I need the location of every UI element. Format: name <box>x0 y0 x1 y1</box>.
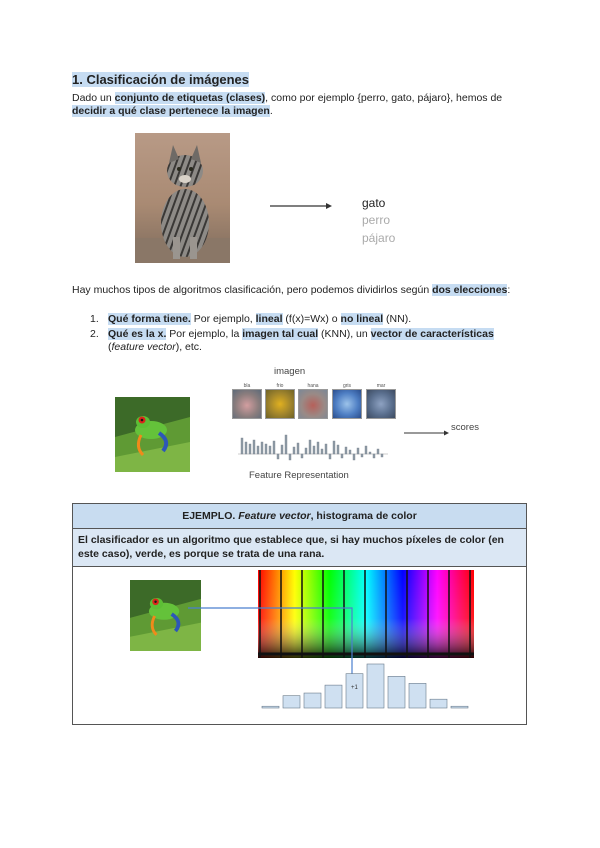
example-header-italic: Feature vector <box>238 510 311 522</box>
list-item-text: Por ejemplo, la <box>166 328 243 340</box>
list-item-text: (KNN), un <box>318 328 371 340</box>
frog-image <box>115 397 190 472</box>
list-item-text: (NN). <box>383 313 412 325</box>
color-histogram <box>258 660 474 710</box>
plus-one-label: +1 <box>351 685 358 691</box>
intro-text: . <box>269 105 273 117</box>
label-perro: perro <box>362 213 391 227</box>
template-thumbnail <box>298 389 328 419</box>
list-item-highlight: lineal <box>255 313 283 325</box>
list-item-number: 1. <box>90 313 99 325</box>
thumb-label: gris <box>342 383 352 389</box>
scores-arrow-icon <box>404 424 449 432</box>
list-item-highlight: no lineal <box>340 313 384 325</box>
list-item-highlight: vector de características <box>370 328 494 340</box>
list-item-text: ( <box>108 341 112 353</box>
scores-label: scores <box>451 422 479 433</box>
choices-paragraph <box>72 284 528 297</box>
histogram-bar <box>409 683 426 708</box>
label-gato: gato <box>362 196 386 210</box>
arrow-icon <box>270 198 332 208</box>
example-header-text: , histograma de color <box>310 510 417 522</box>
list-item-number: 2. <box>90 328 99 340</box>
list-item-text: Por ejemplo, <box>190 313 256 325</box>
template-thumbnail <box>265 389 295 419</box>
feature-representation-label: Feature Representation <box>249 470 349 481</box>
list-item-line-2 <box>108 341 528 354</box>
template-thumbnail <box>232 389 262 419</box>
example-header-text: EJEMPLO. <box>182 510 239 522</box>
intro-line-2 <box>72 105 528 118</box>
choices-text: Hay muchos tipos de algoritmos clasificación, pero podemos dividirlos según <box>72 284 433 296</box>
histogram-bar <box>283 696 300 708</box>
thumb-label: frio <box>276 383 284 389</box>
thumb-label: mar <box>376 383 386 389</box>
thumb-label: bla <box>243 383 251 389</box>
list-item-highlight: imagen tal cual <box>242 328 319 340</box>
histogram-bar <box>304 693 321 708</box>
imagen-label: imagen <box>274 366 306 377</box>
thumb-label: hana <box>307 383 319 389</box>
choices-highlight: dos elecciones <box>432 284 508 296</box>
template-thumbnail <box>366 389 396 419</box>
list-item-italic: feature vector <box>111 341 176 353</box>
histogram-bar <box>367 664 384 708</box>
histogram-bar <box>325 685 342 708</box>
histogram-bar <box>262 706 279 708</box>
intro-line-1 <box>72 92 528 105</box>
histogram-bar <box>388 676 405 708</box>
intro-highlight-labels: conjunto de etiquetas (clases) <box>114 92 266 104</box>
list-item-text: ), etc. <box>175 341 202 353</box>
intro-text: Dado un <box>72 92 115 104</box>
histogram-bar <box>451 706 468 708</box>
section-title: 1. Clasificación de imágenes <box>72 72 250 87</box>
choices-text: : <box>507 284 511 296</box>
intro-paragraph <box>72 92 528 118</box>
list-item-highlight: Qué es la x. <box>108 328 167 340</box>
example-description: El clasificador es un algoritmo que establece que, si hay muchos píxeles de color (en este caso), verde, es porque se trata de una rana. <box>73 529 526 567</box>
list-item <box>108 328 528 354</box>
intro-highlight-decide: decidir a qué clase pertenece la imagen <box>72 105 270 117</box>
intro-text: , como por ejemplo {perro, gato, pájaro}, hemos de <box>265 92 503 104</box>
template-thumbnail <box>332 389 362 419</box>
feature-bars <box>238 432 388 467</box>
label-pajaro: pájaro <box>362 231 396 245</box>
cat-image <box>135 133 230 263</box>
example-header <box>73 504 526 529</box>
histogram-bar <box>430 699 447 708</box>
list-item-text: (f(x)=Wx) o <box>282 313 341 325</box>
list-item <box>108 313 528 326</box>
list-item-highlight: Qué forma tiene. <box>108 313 191 325</box>
